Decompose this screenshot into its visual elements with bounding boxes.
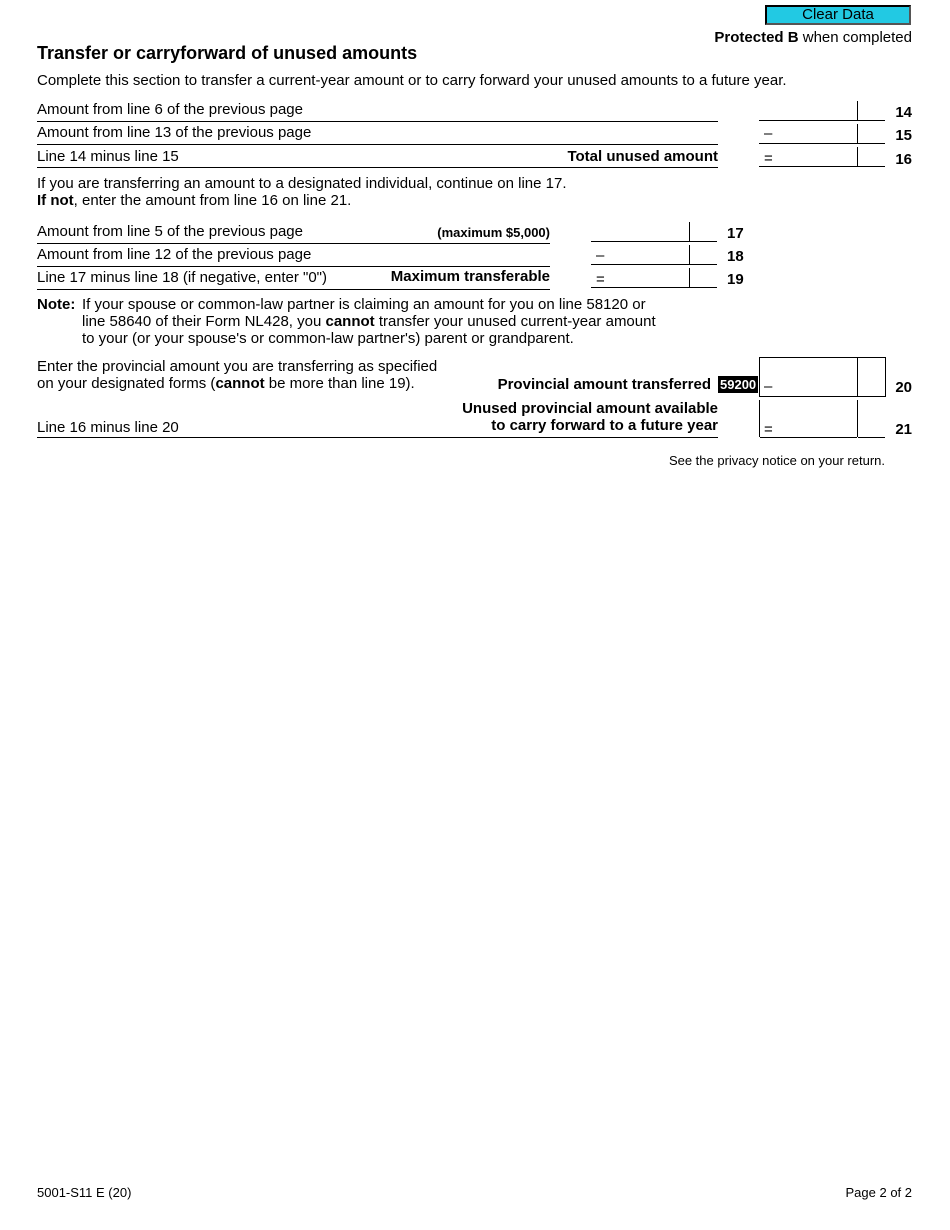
line-19-equals-sign: = <box>596 271 605 288</box>
line-16-amount-input[interactable] <box>759 147 857 167</box>
page-number: Page 2 of 2 <box>845 1185 912 1200</box>
total-unused-amount-label: Total unused amount <box>567 148 718 165</box>
line-20-label-1: Enter the provincial amount you are transferring as specified <box>37 358 438 375</box>
note-label: Note: <box>37 296 76 313</box>
line-16-equals-sign: = <box>764 150 773 167</box>
line-16-cents-input[interactable] <box>858 147 885 167</box>
section-title: Transfer or carryforward of unused amounts <box>37 43 418 63</box>
line-15-rule <box>37 144 718 145</box>
line-18-cents-input[interactable] <box>690 245 717 265</box>
line-15-number: 15 <box>895 127 912 144</box>
line-15-cents-input[interactable] <box>858 124 885 144</box>
line-15-label: Amount from line 13 of the previous page <box>37 124 312 141</box>
line-16-label: Line 14 minus line 15 <box>37 148 179 165</box>
line-20-number: 20 <box>895 379 912 396</box>
line-20-label-2: on your designated forms (cannot be more than line 19). <box>37 375 415 392</box>
line-17-cents-input[interactable] <box>690 222 717 242</box>
line-17-number: 17 <box>727 225 744 242</box>
form-id: 5001-S11 E (20) <box>37 1185 132 1200</box>
note-line-3: to your (or your spouse's or common-law partner's) parent or grandparent. <box>82 330 574 347</box>
line-18-rule <box>37 266 550 267</box>
line-21-label: Line 16 minus line 20 <box>37 419 179 436</box>
line-15-amount-input[interactable] <box>759 124 857 144</box>
maximum-transferable-label: Maximum transferable <box>390 268 550 285</box>
note-line-1: If your spouse or common-law partner is claiming an amount for you on line 58120 or <box>82 296 646 313</box>
line-17-amount-input[interactable] <box>591 222 689 242</box>
section-intro: Complete this section to transfer a current-year amount or to carry forward your unused amounts to a future year. <box>37 72 787 89</box>
instruction-line-2: If not, enter the amount from line 16 on line 21. <box>37 192 352 209</box>
line-14-number: 14 <box>895 104 912 121</box>
maximum-5000-label: (maximum $5,000) <box>437 225 550 240</box>
line-21-equals-sign: = <box>764 421 773 438</box>
line-14-rule <box>37 121 718 122</box>
line-21-amount-input[interactable] <box>760 400 857 438</box>
line-20-amount-input[interactable] <box>759 357 858 397</box>
note-line-2: line 58640 of their Form NL428, you cannot transfer your unused current-year amount <box>82 313 656 330</box>
line-21-cents-input[interactable] <box>858 400 885 438</box>
line-20-minus-sign: – <box>764 378 773 395</box>
line-14-label: Amount from line 6 of the previous page <box>37 101 303 118</box>
line-16-rule <box>37 167 718 168</box>
line-15-minus-sign: – <box>764 125 773 142</box>
line-19-amount-input[interactable] <box>591 268 689 288</box>
line-21-rule <box>37 437 718 438</box>
line-18-number: 18 <box>727 248 744 265</box>
provincial-amount-transferred-label: Provincial amount transferred <box>497 376 711 393</box>
line-19-rule <box>37 289 550 290</box>
line-20-code: 59200 <box>720 377 757 392</box>
unused-provincial-available-label-2: to carry forward to a future year <box>491 417 718 434</box>
protected-b-label: Protected B when completed <box>714 29 912 46</box>
line-18-label: Amount from line 12 of the previous page <box>37 246 312 263</box>
privacy-notice: See the privacy notice on your return. <box>668 453 885 468</box>
line-19-cents-input[interactable] <box>690 268 717 288</box>
line-17-rule <box>37 243 550 244</box>
line-14-amount-input[interactable] <box>759 101 857 121</box>
line-18-minus-sign: – <box>596 247 605 264</box>
line-14-cents-input[interactable] <box>858 101 885 121</box>
clear-data-button[interactable]: Clear Data <box>765 5 911 25</box>
line-21-number: 21 <box>895 421 912 438</box>
instruction-line-1: If you are transferring an amount to a designated individual, continue on line 17. <box>37 175 567 192</box>
line-16-number: 16 <box>895 151 912 168</box>
line-19-label: Line 17 minus line 18 (if negative, enter "0") <box>37 269 327 286</box>
unused-provincial-available-label-1: Unused provincial amount available <box>462 400 718 417</box>
line-18-amount-input[interactable] <box>591 245 689 265</box>
line-19-number: 19 <box>727 271 744 288</box>
line-17-label: Amount from line 5 of the previous page <box>37 223 303 240</box>
